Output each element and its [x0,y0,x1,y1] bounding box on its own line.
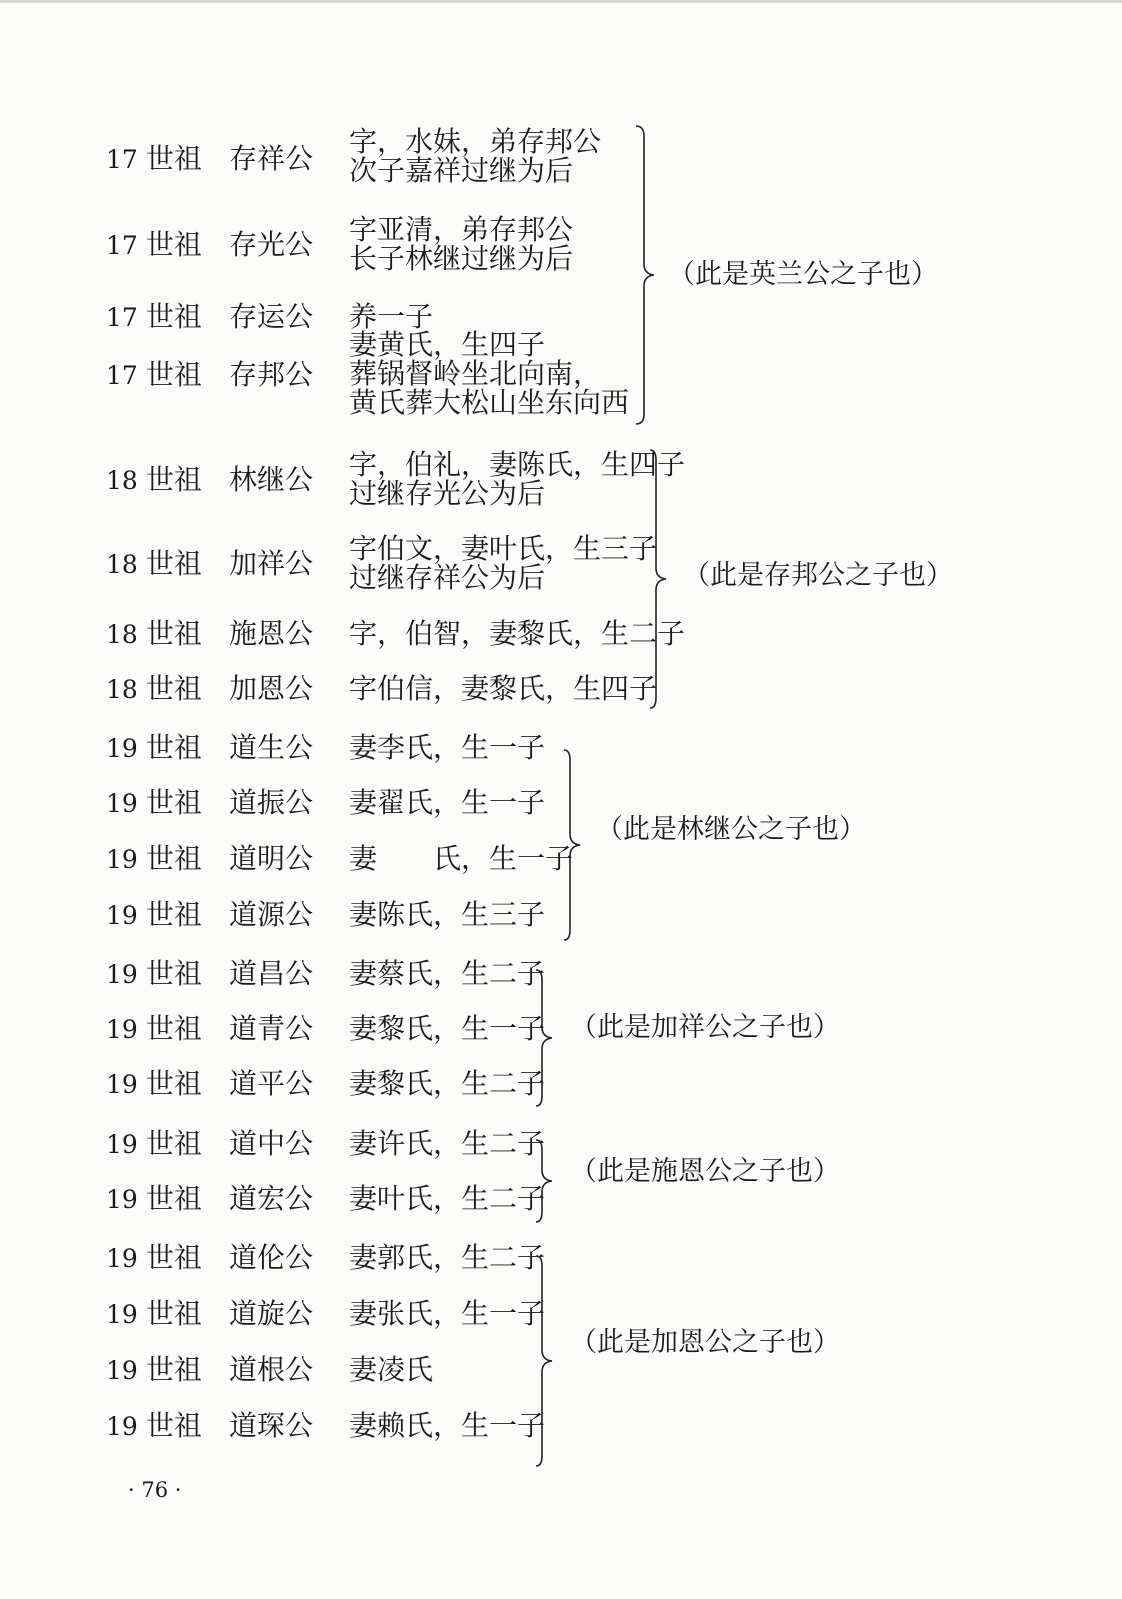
generation-number: 19 [106,1070,138,1099]
note-line: 妻黎氏，生二子 [349,1067,546,1100]
entry-note [349,1355,433,1384]
ancestor-name: 道明公 [229,842,314,875]
generation-label [106,300,202,335]
entry-note [349,844,573,873]
ancestor-name: 道宏公 [229,1182,314,1215]
group-note: （此是加恩公之子也） [570,1327,840,1358]
generation-title: 世祖 [145,617,202,650]
note-line: 妻叶氏，生二子 [349,1182,546,1215]
page-number: · 76 · [128,1478,182,1502]
generation-title: 世祖 [145,1182,202,1215]
generation-number: 19 [106,1356,138,1385]
generation-title: 世祖 [145,731,202,764]
generation-label [106,463,202,498]
ancestor-name: 存光公 [229,228,314,261]
generation-label [106,142,202,177]
ancestor-name: 加恩公 [229,672,314,705]
generation-number: 19 [106,789,138,818]
generation-title: 世祖 [145,1127,202,1160]
generation-label [106,547,202,582]
generation-title: 世祖 [145,957,202,990]
note-line: 过继存祥公为后 [349,561,546,594]
ancestor-name: 道伦公 [229,1241,314,1274]
generation-number: 19 [106,1185,138,1214]
note-line: 葬锅督岭坐北向南， [349,357,602,390]
entry-note [349,1184,545,1213]
entry-note [349,1299,545,1328]
generation-label [106,228,202,263]
generation-number: 19 [106,1300,138,1329]
generation-title: 世祖 [145,1241,202,1274]
group-brace [534,968,562,1108]
generation-number: 17 [106,361,138,390]
entry-note [349,1129,545,1158]
note-line: 妻蔡氏，生二子 [349,957,546,990]
ancestor-name: 道振公 [229,786,314,819]
entry-note [349,450,685,508]
ancestor-name: 道昌公 [229,957,314,990]
entry-note [349,534,657,592]
generation-number: 19 [106,901,138,930]
generation-label [106,898,202,933]
generation-number: 17 [106,303,138,332]
generation-label [106,1241,202,1276]
generation-title: 世祖 [145,786,202,819]
generation-label [106,358,202,393]
group-brace [534,1254,562,1468]
note-line: 字，水妹，弟存邦公 [349,125,602,158]
note-line: 黄氏葬大松山坐东向西 [349,386,630,419]
note-line: 妻郭氏，生二子 [349,1241,546,1274]
generation-title: 世祖 [145,358,202,391]
generation-title: 世祖 [145,300,202,333]
generation-number: 18 [106,466,138,495]
generation-number: 19 [106,845,138,874]
note-line: 妻 氏，生一子 [349,842,574,875]
generation-title: 世祖 [145,228,202,261]
entry-note [349,330,629,417]
entry-note [349,1243,545,1272]
generation-label [106,842,202,877]
ancestor-name: 加祥公 [229,547,314,580]
note-line: 字亚清，弟存邦公 [349,213,574,246]
generation-label [106,957,202,992]
generation-label [106,1297,202,1332]
note-line: 妻陈氏，生三子 [349,898,546,931]
note-line: 妻凌氏 [349,1353,434,1386]
generation-title: 世祖 [145,1297,202,1330]
entry-note [349,619,685,648]
ancestor-name: 道根公 [229,1353,314,1386]
group-note: （此是英兰公之子也） [668,259,938,290]
note-line: 妻张氏，生一子 [349,1297,546,1330]
entry-note [349,1014,545,1043]
group-brace [634,124,664,426]
generation-number: 19 [106,1130,138,1159]
generation-number: 18 [106,675,138,704]
generation-number: 19 [106,960,138,989]
generation-number: 19 [106,1015,138,1044]
ancestor-name: 道旋公 [229,1297,314,1330]
note-line: 妻翟氏，生一子 [349,786,546,819]
generation-title: 世祖 [145,142,202,175]
entry-note [349,959,545,988]
ancestor-name: 道中公 [229,1127,314,1160]
note-line: 字伯信，妻黎氏，生四子 [349,672,658,705]
entry-note [349,1411,545,1440]
ancestor-name: 施恩公 [229,617,314,650]
entry-note [349,674,657,703]
note-line: 妻黎氏，生一子 [349,1012,546,1045]
generation-title: 世祖 [145,547,202,580]
generation-number: 19 [106,1244,138,1273]
generation-title: 世祖 [145,842,202,875]
note-line: 长子林继过继为后 [349,242,574,275]
ancestor-name: 道青公 [229,1012,314,1045]
generation-title: 世祖 [145,1012,202,1045]
note-line: 养一子 [349,300,434,333]
note-line: 妻赖氏，生一子 [349,1409,546,1442]
generation-label [106,1012,202,1047]
generation-label [106,731,202,766]
group-note: （此是存邦公之子也） [683,560,953,591]
group-note: （此是加祥公之子也） [570,1012,840,1043]
note-line: 字伯文，妻叶氏，生三子 [349,532,658,565]
note-line: 妻黄氏，生四子 [349,328,546,361]
generation-number: 17 [106,145,138,174]
group-brace [648,448,676,710]
generation-title: 世祖 [145,1409,202,1442]
ancestor-name: 道生公 [229,731,314,764]
note-line: 字，伯智，妻黎氏，生二子 [349,617,686,650]
note-line: 妻李氏，生一子 [349,731,546,764]
scan-top-edge [0,0,1122,3]
generation-number: 19 [106,734,138,763]
generation-label [106,1127,202,1162]
generation-label [106,1409,202,1444]
entry-note [349,900,545,929]
ancestor-name: 道琛公 [229,1409,314,1442]
generation-title: 世祖 [145,672,202,705]
generation-label [106,1182,202,1217]
generation-title: 世祖 [145,1067,202,1100]
group-brace [534,1138,562,1224]
note-line: 过继存光公为后 [349,477,546,510]
entry-note [349,733,545,762]
generation-title: 世祖 [145,1353,202,1386]
ancestor-name: 存运公 [229,300,314,333]
entry-note [349,302,433,331]
entry-note [349,215,573,273]
note-line: 妻许氏，生二子 [349,1127,546,1160]
group-note: （此是林继公之子也） [596,814,866,845]
generation-title: 世祖 [145,898,202,931]
generation-label [106,786,202,821]
ancestor-name: 存祥公 [229,142,314,175]
generation-number: 18 [106,620,138,649]
note-line: 次子嘉祥过继为后 [349,154,574,187]
generation-label [106,1353,202,1388]
generation-number: 19 [106,1412,138,1441]
generation-number: 17 [106,231,138,260]
generation-number: 18 [106,550,138,579]
generation-label [106,617,202,652]
ancestor-name: 存邦公 [229,358,314,391]
ancestor-name: 林继公 [229,463,314,496]
entry-note [349,1069,545,1098]
note-line: 字，伯礼，妻陈氏，生四子 [349,448,686,481]
entry-note [349,127,601,185]
ancestor-name: 道源公 [229,898,314,931]
ancestor-name: 道平公 [229,1067,314,1100]
generation-label [106,672,202,707]
entry-note [349,788,545,817]
generation-title: 世祖 [145,463,202,496]
group-brace [562,748,590,942]
generation-label [106,1067,202,1102]
group-note: （此是施恩公之子也） [570,1156,840,1187]
